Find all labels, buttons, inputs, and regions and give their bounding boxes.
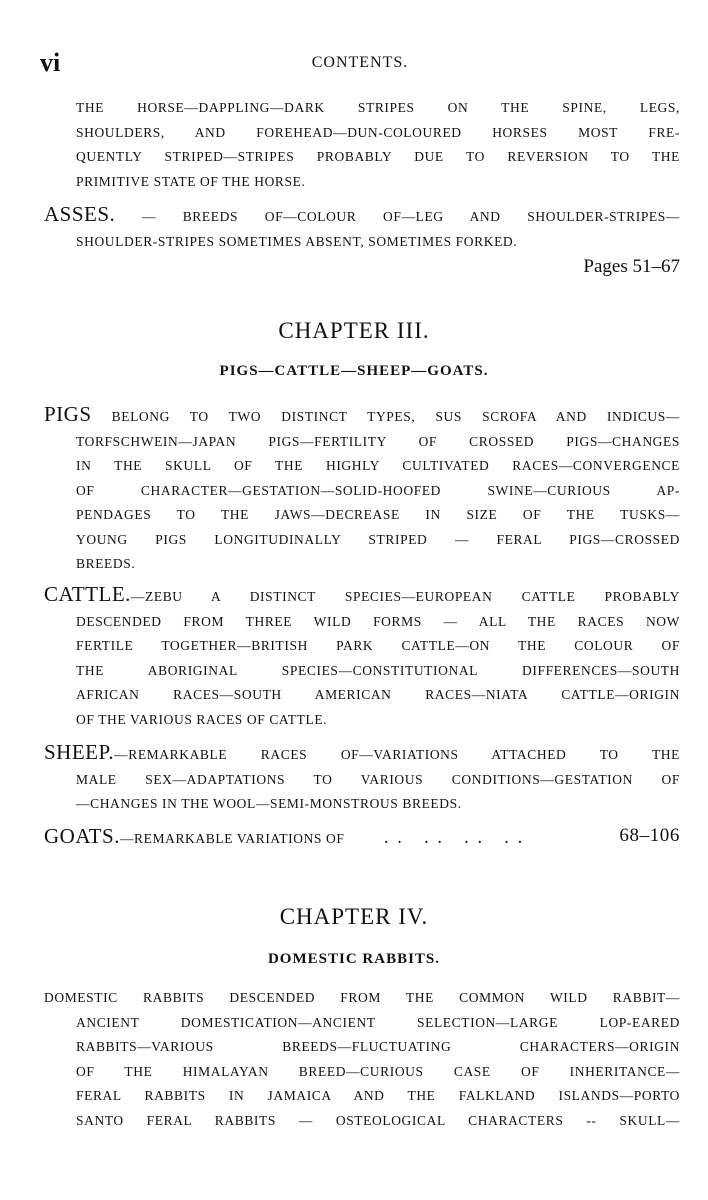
cattle-line-1: [44, 582, 680, 610]
sheep-line-3: —CHANGES IN THE WOOL—SEMI-MONSTROUS BREEDS.: [76, 796, 462, 811]
horse-line-2: SHOULDERS, AND FOREHEAD—DUN-COLOURED HORSES MOST FRE-: [76, 124, 680, 140]
pigs-line-3: IN THE SKULL OF THE HIGHLY CULTIVATED RACES—CONVERGENCE: [76, 458, 680, 473]
horse-line-4: PRIMITIVE STATE OF THE HORSE.: [76, 173, 306, 189]
sheep-line-2: MALE SEX—ADAPTATIONS TO VARIOUS CONDITIONS—GESTATION OF: [76, 771, 680, 787]
asses-lead: ASSES.: [44, 202, 116, 226]
running-head: CONTENTS.: [311, 54, 409, 71]
cattle-lead: CATTLE.: [44, 582, 131, 606]
cattle-line-4: THE ABORIGINAL SPECIES—CONSTITUTIONAL DIFFERENCES—SOUTH: [76, 662, 680, 678]
asses-line-1: [44, 202, 680, 230]
chapter-4-title: CHAPTER IV.: [279, 904, 429, 929]
goats-line-1-rest: —REMARKABLE VARIATIONS OF: [119, 831, 345, 846]
pigs-line-4: OF CHARACTER—GESTATION—SOLID-HOOFED SWINE—CURIOUS AP-: [76, 482, 680, 498]
horse-line-1: THE HORSE—DAPPLING—DARK STRIPES ON THE SPINE, LEGS,: [76, 100, 680, 115]
goats-leader-dots: .. .. .. ..: [384, 831, 532, 846]
asses-entry: [44, 202, 680, 254]
chapter-3-subtitle: PIGS—CATTLE—SHEEP—GOATS.: [219, 363, 489, 379]
rabbits-line-4: OF THE HIMALAYAN BREED—CURIOUS CASE OF INHERITANCE—: [76, 1063, 680, 1079]
pigs-line-2: TORFSCHWEIN—JAPAN PIGS—FERTILITY OF CROSSED PIGS—CHANGES: [76, 433, 680, 449]
pigs-lead: PIGS: [44, 402, 92, 426]
pigs-line-5: PENDAGES TO THE JAWS—DECREASE IN SIZE OF THE TUSKS—: [76, 507, 680, 522]
horse-entry: [44, 96, 680, 194]
pigs-entry: [44, 402, 680, 577]
goats-line-1: [44, 824, 680, 852]
rabbits-line-1: DOMESTIC RABBITS DESCENDED FROM THE COMMON WILD RABBIT—: [44, 990, 680, 1005]
cattle-line-6: OF THE VARIOUS RACES OF CATTLE.: [76, 711, 328, 727]
rabbits-line-5: FERAL RABBITS IN JAMAICA AND THE FALKLAND ISLANDS—PORTO: [76, 1088, 680, 1103]
sheep-entry: [44, 740, 680, 817]
sheep-line-1-rest: —REMARKABLE RACES OF—VARIATIONS ATTACHED TO THE: [114, 747, 680, 762]
sheep-line-1: [44, 740, 680, 768]
page-header: [40, 48, 680, 78]
rabbits-line-2: ANCIENT DOMESTICATION—ANCIENT SELECTION—LARGE LOP-EARED: [76, 1014, 680, 1030]
asses-line-1-rest: — BREEDS OF—COLOUR OF—LEG AND SHOULDER-STRIPES—: [115, 209, 680, 224]
cattle-line-3: FERTILE TOGETHER—BRITISH PARK CATTLE—ON THE COLOUR OF: [76, 638, 680, 653]
asses-line-2: SHOULDER-STRIPES SOMETIMES ABSENT, SOMETIMES FORKED.: [76, 233, 518, 249]
cattle-line-2: DESCENDED FROM THREE WILD FORMS — ALL THE RACES NOW: [76, 613, 680, 629]
page-number: vi: [40, 48, 61, 77]
pigs-line-7: BREEDS.: [76, 556, 136, 571]
chapter-4-subtitle: DOMESTIC RABBITS.: [267, 951, 441, 967]
horse-line-3: QUENTLY STRIPED—STRIPES PROBABLY DUE TO REVERSION TO THE: [76, 149, 680, 164]
sheep-lead: SHEEP.: [44, 740, 115, 764]
pigs-line-6: YOUNG PIGS LONGITUDINALLY STRIPED — FERAL PIGS—CROSSED: [76, 531, 680, 547]
rabbits-line-6: SANTO FERAL RABBITS — OSTEOLOGICAL CHARACTERS -- SKULL—: [76, 1112, 680, 1128]
cattle-line-1-rest: —ZEBU A DISTINCT SPECIES—EUROPEAN CATTLE PROBABLY: [130, 589, 680, 604]
pigs-line-1: [44, 402, 680, 430]
chapter-3-title: CHAPTER III.: [278, 318, 430, 343]
cattle-entry: [44, 582, 680, 732]
cattle-line-5: AFRICAN RACES—SOUTH AMERICAN RACES—NIATA CATTLE—ORIGIN: [76, 687, 680, 702]
goats-entry: [44, 824, 680, 852]
goats-lead: GOATS.: [44, 824, 120, 848]
rabbits-line-3: RABBITS—VARIOUS BREEDS—FLUCTUATING CHARACTERS—ORIGIN: [76, 1039, 680, 1054]
pigs-line-1-rest: BELONG TO TWO DISTINCT TYPES, SUS SCROFA AND INDICUS—: [91, 409, 680, 424]
pages-68-106: 68–106: [619, 825, 680, 846]
pages-51-67: Pages 51–67: [583, 256, 680, 277]
rabbits-entry: [44, 986, 680, 1133]
